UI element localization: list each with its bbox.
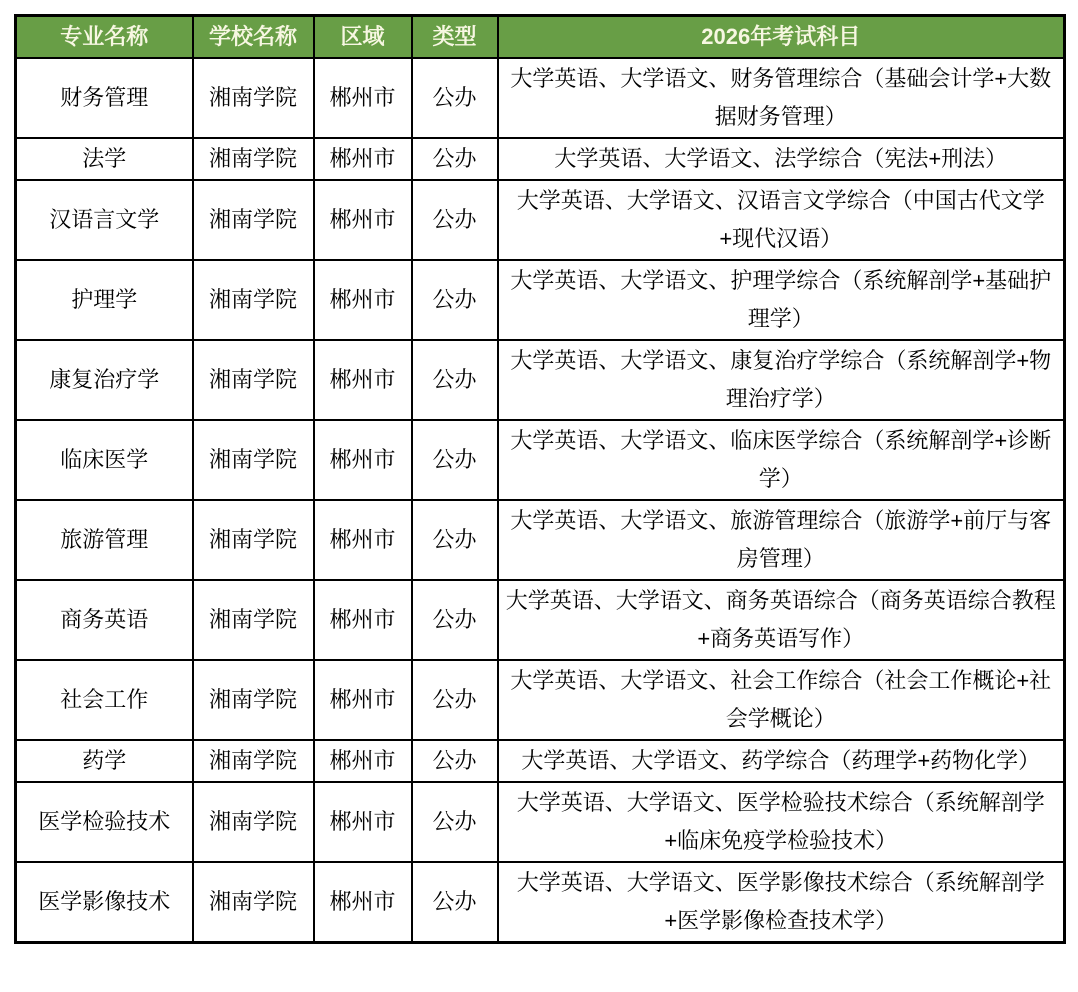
major-cell: 商务英语 bbox=[16, 580, 193, 660]
subjects-cell: 大学英语、大学语文、医学检验技术综合（系统解剖学+临床免疫学检验技术） bbox=[498, 782, 1065, 862]
type-cell: 公办 bbox=[412, 862, 498, 943]
region-cell: 郴州市 bbox=[314, 58, 412, 138]
table-row bbox=[16, 500, 1065, 580]
table-row bbox=[16, 782, 1065, 862]
school-cell: 湘南学院 bbox=[193, 340, 314, 420]
subjects-cell: 大学英语、大学语文、临床医学综合（系统解剖学+诊断学） bbox=[498, 420, 1065, 500]
major-cell: 社会工作 bbox=[16, 660, 193, 740]
subjects-cell: 大学英语、大学语文、汉语言文学综合（中国古代文学+现代汉语） bbox=[498, 180, 1065, 260]
major-cell: 临床医学 bbox=[16, 420, 193, 500]
type-cell: 公办 bbox=[412, 660, 498, 740]
table-row bbox=[16, 260, 1065, 340]
region-cell: 郴州市 bbox=[314, 782, 412, 862]
school-cell: 湘南学院 bbox=[193, 58, 314, 138]
major-cell: 康复治疗学 bbox=[16, 340, 193, 420]
school-cell: 湘南学院 bbox=[193, 260, 314, 340]
school-cell: 湘南学院 bbox=[193, 180, 314, 260]
subjects-cell: 大学英语、大学语文、康复治疗学综合（系统解剖学+物理治疗学） bbox=[498, 340, 1065, 420]
major-cell: 医学影像技术 bbox=[16, 862, 193, 943]
region-cell: 郴州市 bbox=[314, 862, 412, 943]
table-row bbox=[16, 862, 1065, 943]
subjects-cell: 大学英语、大学语文、药学综合（药理学+药物化学） bbox=[498, 740, 1065, 782]
region-cell: 郴州市 bbox=[314, 660, 412, 740]
table-row bbox=[16, 580, 1065, 660]
school-cell: 湘南学院 bbox=[193, 580, 314, 660]
type-cell: 公办 bbox=[412, 782, 498, 862]
major-cell: 法学 bbox=[16, 138, 193, 180]
table-row bbox=[16, 58, 1065, 138]
column-header-subjects: 2026年考试科目 bbox=[498, 16, 1065, 59]
column-header-school: 学校名称 bbox=[193, 16, 314, 59]
table-body bbox=[16, 58, 1065, 943]
type-cell: 公办 bbox=[412, 180, 498, 260]
region-cell: 郴州市 bbox=[314, 260, 412, 340]
exam-subjects-table bbox=[14, 14, 1066, 944]
school-cell: 湘南学院 bbox=[193, 862, 314, 943]
table-row bbox=[16, 138, 1065, 180]
type-cell: 公办 bbox=[412, 340, 498, 420]
region-cell: 郴州市 bbox=[314, 138, 412, 180]
table-row bbox=[16, 660, 1065, 740]
type-cell: 公办 bbox=[412, 740, 498, 782]
type-cell: 公办 bbox=[412, 580, 498, 660]
header-row bbox=[16, 16, 1065, 59]
column-header-type: 类型 bbox=[412, 16, 498, 59]
school-cell: 湘南学院 bbox=[193, 138, 314, 180]
subjects-cell: 大学英语、大学语文、商务英语综合（商务英语综合教程+商务英语写作） bbox=[498, 580, 1065, 660]
region-cell: 郴州市 bbox=[314, 500, 412, 580]
major-cell: 药学 bbox=[16, 740, 193, 782]
region-cell: 郴州市 bbox=[314, 580, 412, 660]
type-cell: 公办 bbox=[412, 260, 498, 340]
region-cell: 郴州市 bbox=[314, 420, 412, 500]
type-cell: 公办 bbox=[412, 138, 498, 180]
school-cell: 湘南学院 bbox=[193, 740, 314, 782]
table-row bbox=[16, 180, 1065, 260]
major-cell: 汉语言文学 bbox=[16, 180, 193, 260]
region-cell: 郴州市 bbox=[314, 180, 412, 260]
school-cell: 湘南学院 bbox=[193, 782, 314, 862]
type-cell: 公办 bbox=[412, 420, 498, 500]
table-row bbox=[16, 340, 1065, 420]
column-header-region: 区域 bbox=[314, 16, 412, 59]
major-cell: 护理学 bbox=[16, 260, 193, 340]
type-cell: 公办 bbox=[412, 58, 498, 138]
table-row bbox=[16, 420, 1065, 500]
subjects-cell: 大学英语、大学语文、医学影像技术综合（系统解剖学+医学影像检查技术学） bbox=[498, 862, 1065, 943]
column-header-major: 专业名称 bbox=[16, 16, 193, 59]
school-cell: 湘南学院 bbox=[193, 500, 314, 580]
subjects-cell: 大学英语、大学语文、财务管理综合（基础会计学+大数据财务管理） bbox=[498, 58, 1065, 138]
school-cell: 湘南学院 bbox=[193, 420, 314, 500]
major-cell: 旅游管理 bbox=[16, 500, 193, 580]
type-cell: 公办 bbox=[412, 500, 498, 580]
subjects-cell: 大学英语、大学语文、法学综合（宪法+刑法） bbox=[498, 138, 1065, 180]
major-cell: 财务管理 bbox=[16, 58, 193, 138]
subjects-cell: 大学英语、大学语文、社会工作综合（社会工作概论+社会学概论） bbox=[498, 660, 1065, 740]
subjects-cell: 大学英语、大学语文、旅游管理综合（旅游学+前厅与客房管理） bbox=[498, 500, 1065, 580]
school-cell: 湘南学院 bbox=[193, 660, 314, 740]
major-cell: 医学检验技术 bbox=[16, 782, 193, 862]
table-row bbox=[16, 740, 1065, 782]
subjects-cell: 大学英语、大学语文、护理学综合（系统解剖学+基础护理学） bbox=[498, 260, 1065, 340]
region-cell: 郴州市 bbox=[314, 340, 412, 420]
region-cell: 郴州市 bbox=[314, 740, 412, 782]
